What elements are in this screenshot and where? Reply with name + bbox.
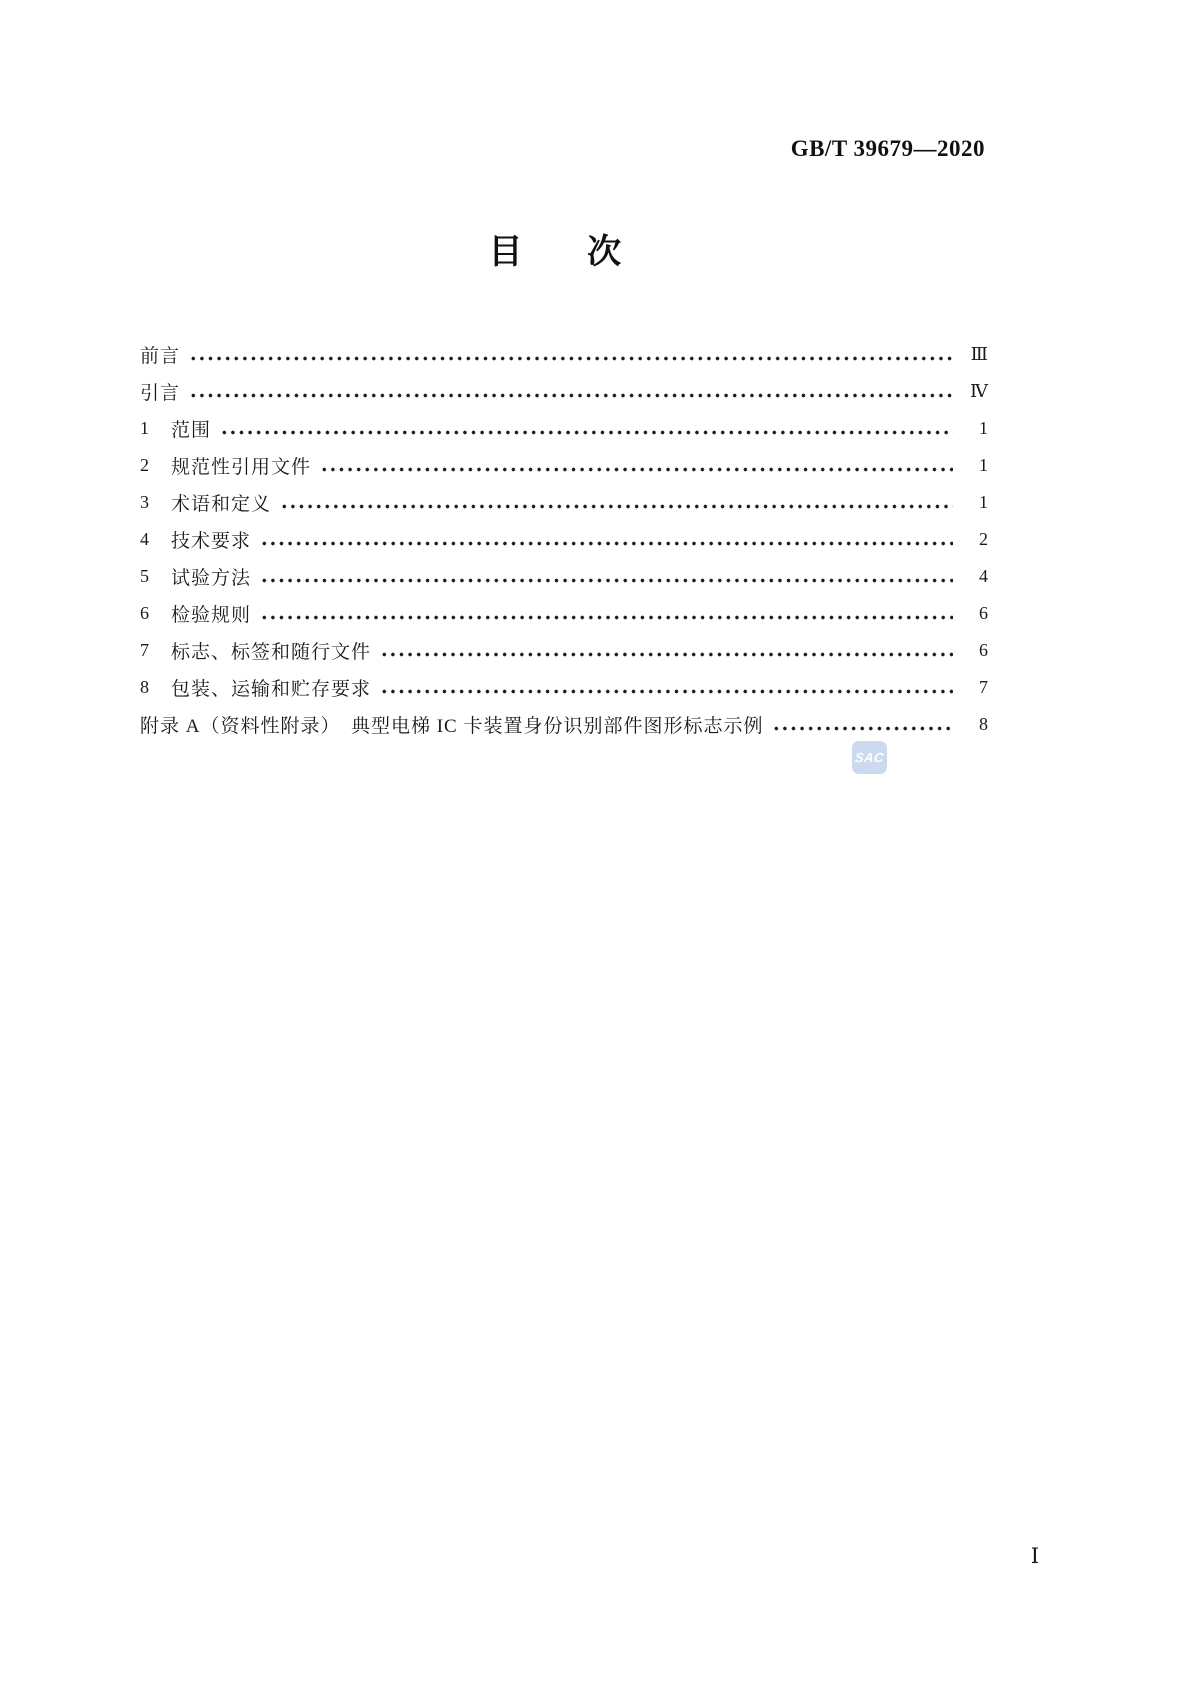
toc-dot-leader <box>189 336 953 373</box>
standard-number: GB/T 39679—2020 <box>790 136 985 161</box>
toc-entry-label: 规范性引用文件 <box>171 457 312 478</box>
toc-dot-leader <box>320 447 953 484</box>
toc-entry <box>140 373 988 410</box>
toc-entry <box>140 558 988 595</box>
toc-entry-label: 附录 A（资料性附录） 典型电梯 IC 卡装置身份识别部件图形标志示例 <box>140 716 764 737</box>
toc-entry-page-number: 1 <box>979 455 988 475</box>
toc-entry-label: 前言 <box>140 346 181 367</box>
toc-entry-page-number: 6 <box>979 603 988 623</box>
toc-entry-label: 标志、标签和随行文件 <box>171 642 372 663</box>
toc-entry-page-number: Ⅲ <box>970 344 988 364</box>
toc-entry-clause-number: 4 <box>140 529 149 549</box>
toc-entry-clause-number: 1 <box>140 418 149 438</box>
toc-dot-leader <box>260 595 953 632</box>
toc-entry-clause-number: 7 <box>140 640 149 660</box>
toc-dot-leader <box>260 521 953 558</box>
toc-entry-clause-number: 5 <box>140 566 149 586</box>
toc-entry-page-number: 6 <box>979 640 988 660</box>
toc-entry-clause-number: 8 <box>140 677 149 697</box>
toc-entry-page-number: 4 <box>979 566 988 586</box>
table-of-contents <box>140 336 988 743</box>
toc-entry <box>140 595 988 632</box>
toc-entry <box>140 336 988 373</box>
toc-entry <box>140 706 988 743</box>
toc-dot-leader <box>772 706 953 743</box>
toc-dot-leader <box>380 669 953 706</box>
toc-entry <box>140 521 988 558</box>
toc-entry-label: 引言 <box>140 383 181 404</box>
toc-entry-clause-number: 6 <box>140 603 149 623</box>
toc-entry-label: 范围 <box>171 420 212 441</box>
toc-dot-leader <box>280 484 953 521</box>
footer-page-number: Ⅰ <box>1030 1544 1039 1568</box>
toc-entry-label: 术语和定义 <box>171 494 272 515</box>
toc-entry <box>140 447 988 484</box>
toc-entry-page-number: 1 <box>979 418 988 438</box>
toc-entry-page-number: 2 <box>979 529 988 549</box>
toc-entry <box>140 669 988 706</box>
toc-entry-clause-number: 3 <box>140 492 149 512</box>
toc-entry-label: 包装、运输和贮存要求 <box>171 679 372 700</box>
toc-entry <box>140 410 988 447</box>
toc-dot-leader <box>260 558 953 595</box>
toc-entry-label: 检验规则 <box>171 605 252 626</box>
page-title: 目 次 <box>488 234 637 271</box>
toc-entry-page-number: 7 <box>979 677 988 697</box>
toc-entry-label: 技术要求 <box>171 531 252 552</box>
toc-entry <box>140 632 988 669</box>
toc-entry-clause-number: 2 <box>140 455 149 475</box>
sac-logo-icon: SAC <box>854 750 885 765</box>
toc-dot-leader <box>220 410 953 447</box>
toc-entry-label: 试验方法 <box>171 568 252 589</box>
toc-entry <box>140 484 988 521</box>
toc-dot-leader <box>380 632 953 669</box>
toc-entry-page-number: 1 <box>979 492 988 512</box>
toc-entry-page-number: 8 <box>979 714 988 734</box>
toc-entry-page-number: Ⅳ <box>970 381 988 401</box>
sac-watermark-badge <box>852 741 887 774</box>
toc-dot-leader <box>189 373 953 410</box>
